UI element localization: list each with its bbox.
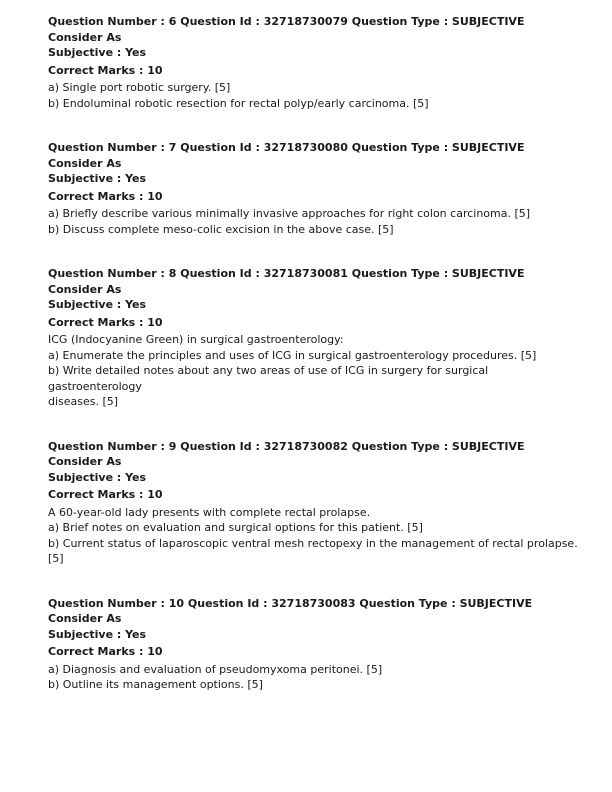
correct-marks: Correct Marks : 10 xyxy=(48,189,163,203)
question-line: b) Write detailed notes about any two areas of use of ICG in surgery for surgical gastroenterology xyxy=(48,364,489,393)
question-line: ICG (Indocyanine Green) in surgical gastroenterology: xyxy=(48,333,344,346)
question-line: a) Brief notes on evaluation and surgical options for this patient. [5] xyxy=(48,521,423,534)
question-8 xyxy=(48,266,578,410)
question-line: a) Briefly describe various minimally invasive approaches for right colon carcinoma. [5] xyxy=(48,207,531,220)
question-line: b) Current status of laparoscopic ventral mesh rectopexy in the management of rectal prolapse. xyxy=(48,536,578,550)
question-line: a) Enumerate the principles and uses of ICG in surgical gastroenterology procedures. [5] xyxy=(48,348,537,362)
question-header xyxy=(48,439,578,486)
question-header-line1: Question Number : 7 Question Id : 32718730080 Question Type : SUBJECTIVE Consider As xyxy=(48,141,525,170)
question-header-line1: Question Number : 10 Question Id : 32718730083 Question Type : SUBJECTIVE Consider As xyxy=(48,596,533,625)
question-6 xyxy=(48,14,578,111)
question-10 xyxy=(48,596,578,693)
question-header xyxy=(48,266,578,313)
question-line: b) Endoluminal robotic resection for rectal polyp/early carcinoma. [5] xyxy=(48,96,429,110)
question-header-line2: Subjective : Yes xyxy=(48,298,147,311)
question-header xyxy=(48,14,578,61)
question-7 xyxy=(48,140,578,237)
question-line: a) Diagnosis and evaluation of pseudomyxoma peritonei. [5] xyxy=(48,662,383,676)
question-line: A 60-year-old lady presents with complete rectal prolapse. xyxy=(48,505,371,519)
question-header-line2: Subjective : Yes xyxy=(48,627,147,641)
document-page xyxy=(48,14,578,722)
correct-marks: Correct Marks : 10 xyxy=(48,63,163,77)
question-body xyxy=(48,505,578,567)
correct-marks: Correct Marks : 10 xyxy=(48,315,163,329)
question-9 xyxy=(48,439,578,567)
question-line: b) Discuss complete meso-colic excision in the above case. [5] xyxy=(48,222,394,236)
correct-marks: Correct Marks : 10 xyxy=(48,488,163,501)
correct-marks: Correct Marks : 10 xyxy=(48,645,163,658)
question-header-line2: Subjective : Yes xyxy=(48,46,147,59)
question-body xyxy=(48,80,578,111)
question-line: b) Outline its management options. [5] xyxy=(48,678,263,691)
question-header-line1: Question Number : 8 Question Id : 32718730081 Question Type : SUBJECTIVE Consider As xyxy=(48,267,525,296)
question-header xyxy=(48,596,578,643)
question-body xyxy=(48,662,578,693)
question-header-line1: Question Number : 9 Question Id : 32718730082 Question Type : SUBJECTIVE Consider As xyxy=(48,439,525,468)
question-header-line2: Subjective : Yes xyxy=(48,470,147,484)
question-line: [5] xyxy=(48,552,64,565)
question-header-line2: Subjective : Yes xyxy=(48,172,147,185)
question-line: a) Single port robotic surgery. [5] xyxy=(48,81,231,94)
question-line: diseases. [5] xyxy=(48,395,119,408)
question-body xyxy=(48,332,578,410)
question-body xyxy=(48,206,578,237)
question-header xyxy=(48,140,578,187)
question-header-line1: Question Number : 6 Question Id : 32718730079 Question Type : SUBJECTIVE Consider As xyxy=(48,15,525,44)
